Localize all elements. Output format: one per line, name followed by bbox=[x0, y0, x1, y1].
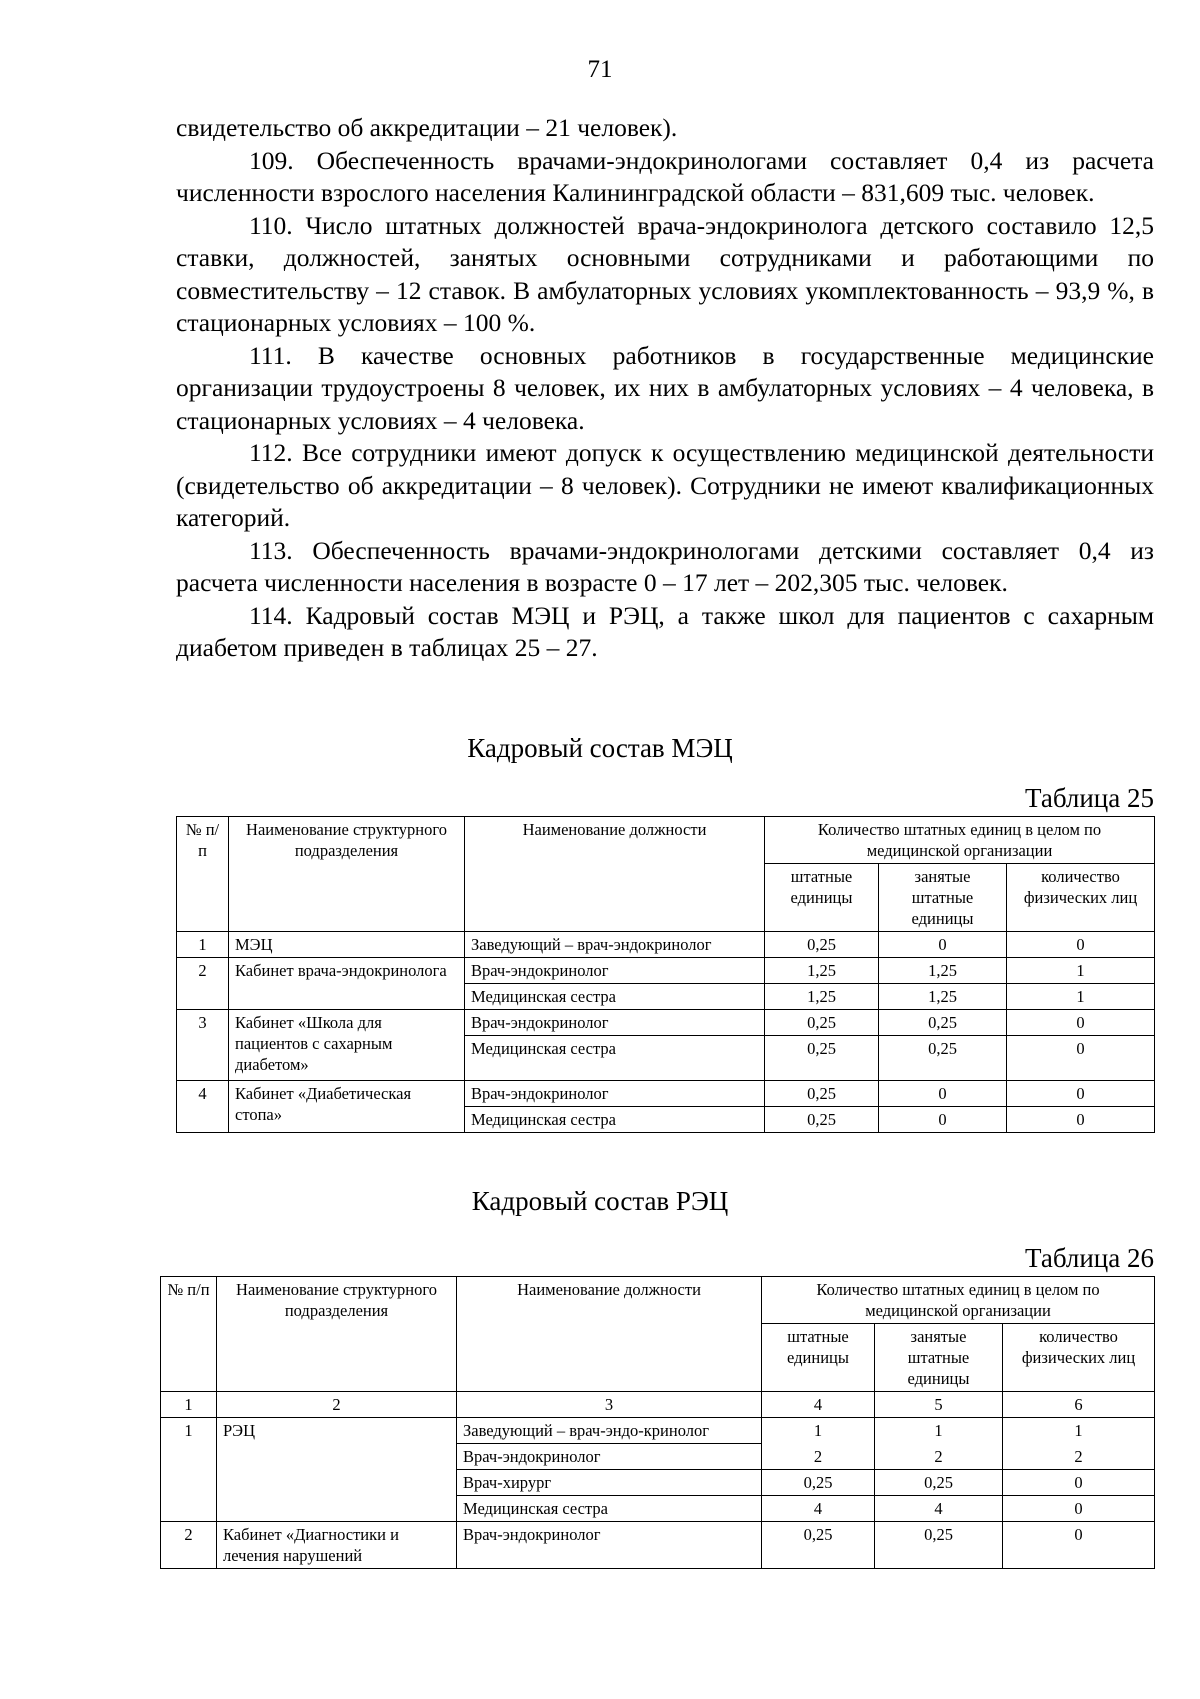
header-staff-units: штатные единицы bbox=[765, 864, 879, 932]
row-num: 1 bbox=[177, 932, 229, 958]
row-unit: Кабинет «Диагностики и лечения нарушений bbox=[217, 1522, 457, 1569]
header-individuals: количество физических лиц bbox=[1007, 864, 1155, 932]
column-number: 4 bbox=[762, 1392, 875, 1418]
row-occupied-units: 1 bbox=[875, 1418, 1003, 1444]
row-staff-units: 0,25 bbox=[765, 1107, 879, 1133]
header-num: № п/п bbox=[177, 817, 229, 932]
table-row bbox=[177, 932, 1155, 958]
page-number: 71 bbox=[587, 56, 613, 83]
paragraph: 109. Обеспеченность врачами-эндокринологами составляет 0,4 из расчета численности взрослого населения Калининградской области – 831,609 тыс. человек. bbox=[176, 145, 1154, 207]
row-occupied-units: 1,25 bbox=[879, 984, 1007, 1010]
row-position: Медицинская сестра bbox=[457, 1496, 762, 1522]
row-occupied-units: 4 bbox=[875, 1496, 1003, 1522]
row-individuals: 0 bbox=[1003, 1470, 1155, 1496]
row-occupied-units: 0,25 bbox=[875, 1522, 1003, 1569]
row-occupied-units: 0,25 bbox=[879, 1036, 1007, 1081]
row-individuals: 1 bbox=[1007, 984, 1155, 1010]
row-position: Врач-хирург bbox=[457, 1470, 762, 1496]
table26-caption: Таблица 26 bbox=[1025, 1243, 1154, 1273]
table-row bbox=[177, 958, 1155, 984]
header-individuals: количество физических лиц bbox=[1003, 1324, 1155, 1392]
row-occupied-units: 0 bbox=[879, 1081, 1007, 1107]
row-occupied-units: 1,25 bbox=[879, 958, 1007, 984]
row-individuals: 2 bbox=[1003, 1444, 1155, 1470]
row-unit: Кабинет врача-эндокринолога bbox=[229, 958, 465, 1010]
row-staff-units: 0,25 bbox=[765, 1081, 879, 1107]
header-group: Количество штатных единиц в целом по медицинской организации bbox=[762, 1277, 1155, 1324]
row-occupied-units: 2 bbox=[875, 1444, 1003, 1470]
row-individuals: 0 bbox=[1007, 1081, 1155, 1107]
table-header-row bbox=[161, 1277, 1155, 1324]
row-position: Врач-эндокринолог bbox=[465, 1010, 765, 1036]
row-occupied-units: 0 bbox=[879, 1107, 1007, 1133]
table-header-row bbox=[177, 817, 1155, 864]
row-occupied-units: 0,25 bbox=[875, 1470, 1003, 1496]
row-position: Заведующий – врач-эндо-кринолог bbox=[457, 1418, 762, 1444]
table25 bbox=[176, 816, 1155, 1133]
paragraph: 114. Кадровый состав МЭЦ и РЭЦ, а также школ для пациентов с сахарным диабетом приведен в таблицах 25 – 27. bbox=[176, 600, 1154, 662]
table-row bbox=[161, 1418, 1155, 1444]
row-individuals: 1 bbox=[1003, 1418, 1155, 1444]
row-staff-units: 0,25 bbox=[765, 1010, 879, 1036]
row-staff-units: 4 bbox=[762, 1496, 875, 1522]
row-position: Врач-эндокринолог bbox=[465, 958, 765, 984]
row-position: Врач-эндокринолог bbox=[457, 1444, 762, 1470]
row-individuals: 0 bbox=[1003, 1496, 1155, 1522]
row-staff-units: 0,25 bbox=[765, 932, 879, 958]
row-position: Медицинская сестра bbox=[465, 1107, 765, 1133]
table26 bbox=[160, 1276, 1155, 1569]
row-individuals: 0 bbox=[1007, 1036, 1155, 1081]
row-unit: Кабинет «Школа для пациентов с сахарным диабетом» bbox=[229, 1010, 465, 1081]
row-unit: МЭЦ bbox=[229, 932, 465, 958]
header-num: № п/п bbox=[161, 1277, 217, 1392]
row-num: 1 bbox=[161, 1418, 217, 1522]
row-staff-units: 1,25 bbox=[765, 958, 879, 984]
row-position: Врач-эндокринолог bbox=[457, 1522, 762, 1569]
header-group: Количество штатных единиц в целом по медицинской организации bbox=[765, 817, 1155, 864]
table26-title: Кадровый состав РЭЦ bbox=[471, 1186, 729, 1216]
column-number: 3 bbox=[457, 1392, 762, 1418]
row-occupied-units: 0 bbox=[879, 932, 1007, 958]
header-occupied-units: занятые штатные единицы bbox=[875, 1324, 1003, 1392]
paragraph: 112. Все сотрудники имеют допуск к осуществлению медицинской деятельности (свидетельство об аккредитации – 8 человек). Сотрудники не имеют квалификационных категорий. bbox=[176, 438, 1154, 532]
table-row bbox=[161, 1522, 1155, 1569]
row-individuals: 0 bbox=[1007, 1010, 1155, 1036]
row-individuals: 0 bbox=[1007, 1107, 1155, 1133]
column-numbers-row bbox=[161, 1392, 1155, 1418]
row-num: 4 bbox=[177, 1081, 229, 1133]
paragraph: свидетельство об аккредитации – 21 человек). bbox=[176, 113, 678, 142]
row-occupied-units: 0,25 bbox=[879, 1010, 1007, 1036]
row-staff-units: 2 bbox=[762, 1444, 875, 1470]
table-row bbox=[177, 1081, 1155, 1107]
row-unit: РЭЦ bbox=[217, 1418, 457, 1522]
row-num: 2 bbox=[177, 958, 229, 1010]
row-individuals: 0 bbox=[1007, 932, 1155, 958]
row-num: 2 bbox=[161, 1522, 217, 1569]
header-unit: Наименование структурного подразделения bbox=[229, 817, 465, 932]
row-individuals: 1 bbox=[1007, 958, 1155, 984]
table25-caption: Таблица 25 bbox=[1025, 783, 1154, 813]
header-staff-units: штатные единицы bbox=[762, 1324, 875, 1392]
row-position: Медицинская сестра bbox=[465, 1036, 765, 1081]
column-number: 6 bbox=[1003, 1392, 1155, 1418]
paragraph: 111. В качестве основных работников в государственные медицинские организации трудоустроены 8 человек, их них в амбулаторных условиях – 4 человека, в стационарных условиях – 4 человека. bbox=[176, 340, 1154, 435]
row-staff-units: 0,25 bbox=[762, 1470, 875, 1496]
row-unit: Кабинет «Диабетическая стопа» bbox=[229, 1081, 465, 1133]
table-row bbox=[177, 1010, 1155, 1036]
column-number: 1 bbox=[161, 1392, 217, 1418]
row-staff-units: 1,25 bbox=[765, 984, 879, 1010]
paragraph: 110. Число штатных должностей врача-эндокринолога детского составило 12,5 ставки, должностей, занятых основными сотрудниками и работающими по совместительству – 12 ставок. В амбулаторных условиях укомплектованность – 93,9 %, в стационарных условиях – 100 %. bbox=[176, 210, 1154, 337]
body-text bbox=[176, 112, 1154, 665]
column-number: 2 bbox=[217, 1392, 457, 1418]
header-unit: Наименование структурного подразделения bbox=[217, 1277, 457, 1392]
column-number: 5 bbox=[875, 1392, 1003, 1418]
row-staff-units: 0,25 bbox=[765, 1036, 879, 1081]
row-num: 3 bbox=[177, 1010, 229, 1081]
row-individuals: 0 bbox=[1003, 1522, 1155, 1569]
header-position: Наименование должности bbox=[465, 817, 765, 932]
paragraph: 113. Обеспеченность врачами-эндокринологами детскими составляет 0,4 из расчета численности населения в возрасте 0 – 17 лет – 202,305 тыс. человек. bbox=[176, 535, 1154, 597]
row-staff-units: 1 bbox=[762, 1418, 875, 1444]
row-position: Медицинская сестра bbox=[465, 984, 765, 1010]
header-occupied-units: занятые штатные единицы bbox=[879, 864, 1007, 932]
row-staff-units: 0,25 bbox=[762, 1522, 875, 1569]
table25-title: Кадровый состав МЭЦ bbox=[467, 733, 733, 763]
row-position: Врач-эндокринолог bbox=[465, 1081, 765, 1107]
header-position: Наименование должности bbox=[457, 1277, 762, 1392]
row-position: Заведующий – врач-эндокринолог bbox=[465, 932, 765, 958]
